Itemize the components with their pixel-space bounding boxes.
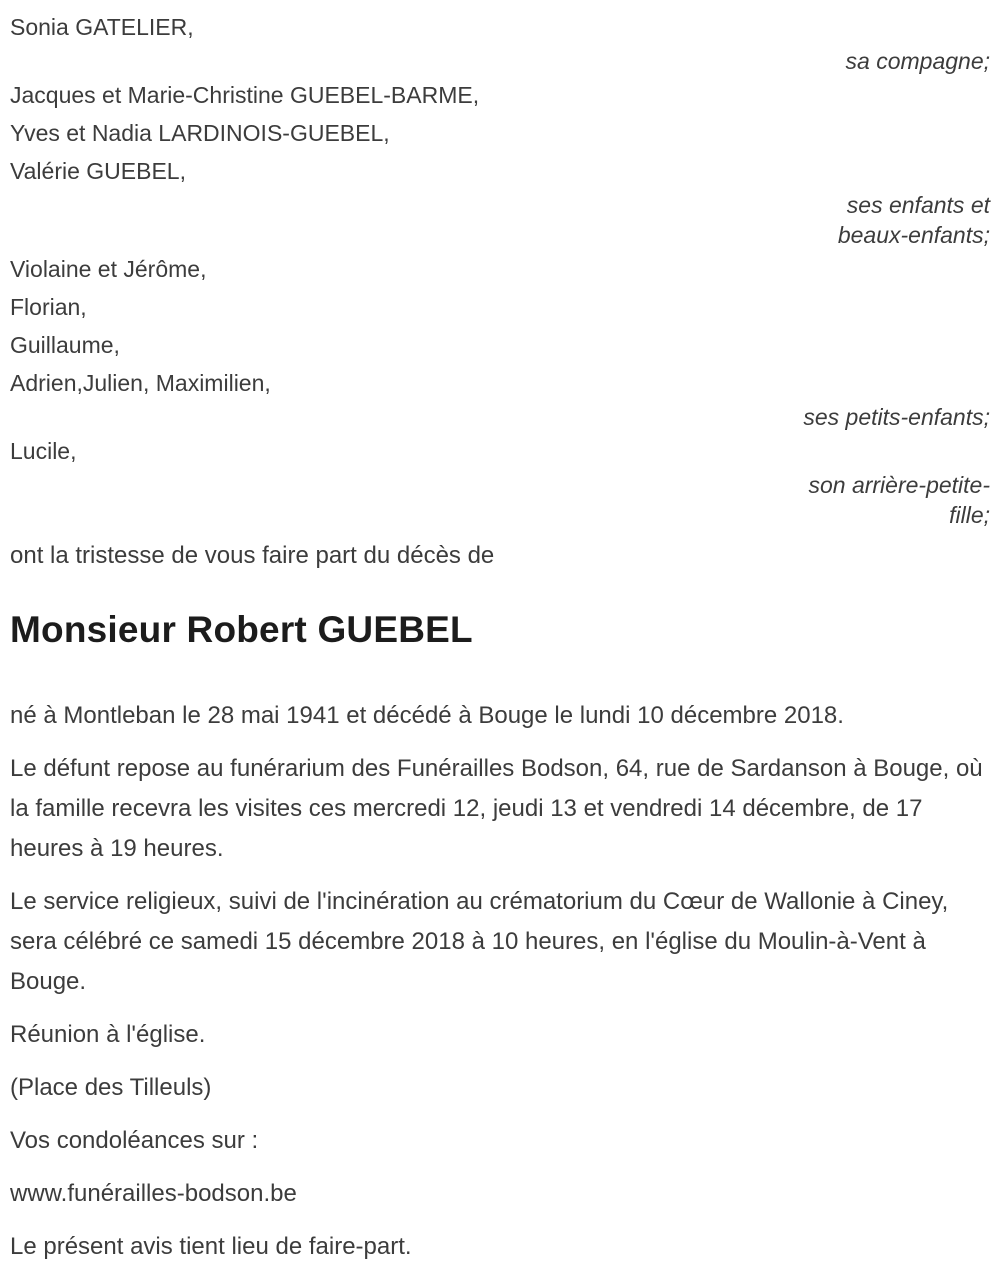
birth-death-paragraph: né à Montleban le 28 mai 1941 et décédé à Bouge le lundi 10 décembre 2018. bbox=[10, 702, 844, 729]
family-member-line: Lucile, bbox=[10, 438, 77, 464]
place-line: (Place des Tilleuls) bbox=[10, 1074, 212, 1101]
family-member-line: Florian, bbox=[10, 294, 87, 320]
announcement-intro-line: ont la tristesse de vous faire part du décès de bbox=[10, 542, 495, 569]
family-member-line: Yves et Nadia LARDINOIS-GUEBEL, bbox=[10, 120, 390, 146]
relation-line: beaux-enfants; bbox=[837, 222, 990, 248]
family-member-line: Guillaume, bbox=[10, 332, 120, 358]
website-url: www.funérailles-bodson.be bbox=[10, 1180, 297, 1207]
service-paragraph: Le service religieux, suivi de l'incinération au crématorium du Cœur de Wallonie à Ciney, sera célébré ce samedi 15 décembre 2018 à 10 heures, en l'église du Moulin-à-Vent à Bouge. bbox=[10, 888, 949, 995]
relation-line: sa compagne; bbox=[845, 48, 990, 74]
funeral-home-paragraph: Le défunt repose au funérarium des Funérailles Bodson, 64, rue de Sardanson à Bouge, où la famille recevra les visites ces mercredi 12, jeudi 13 et vendredi 14 décembre, de 17 heures à 19 heures. bbox=[10, 755, 983, 862]
relation-line: son arrière-petite- bbox=[808, 472, 990, 498]
family-member-line: Sonia GATELIER, bbox=[10, 14, 194, 40]
family-member-line: Valérie GUEBEL, bbox=[10, 158, 186, 184]
notice-body-section bbox=[10, 696, 990, 1267]
family-member-line: Adrien,Julien, Maximilien, bbox=[10, 370, 271, 396]
closing-line: Le présent avis tient lieu de faire-part. bbox=[10, 1233, 412, 1260]
meeting-line: Réunion à l'église. bbox=[10, 1021, 206, 1048]
family-relations-section bbox=[10, 8, 990, 530]
family-member-line: Jacques et Marie-Christine GUEBEL-BARME, bbox=[10, 82, 480, 108]
relation-line: ses petits-enfants; bbox=[803, 404, 990, 430]
relation-line: ses enfants et bbox=[846, 192, 990, 218]
relation-line: fille; bbox=[949, 502, 990, 528]
deceased-name-heading: Monsieur Robert GUEBEL bbox=[10, 609, 473, 650]
condolences-line: Vos condoléances sur : bbox=[10, 1127, 259, 1154]
family-member-line: Violaine et Jérôme, bbox=[10, 256, 207, 282]
